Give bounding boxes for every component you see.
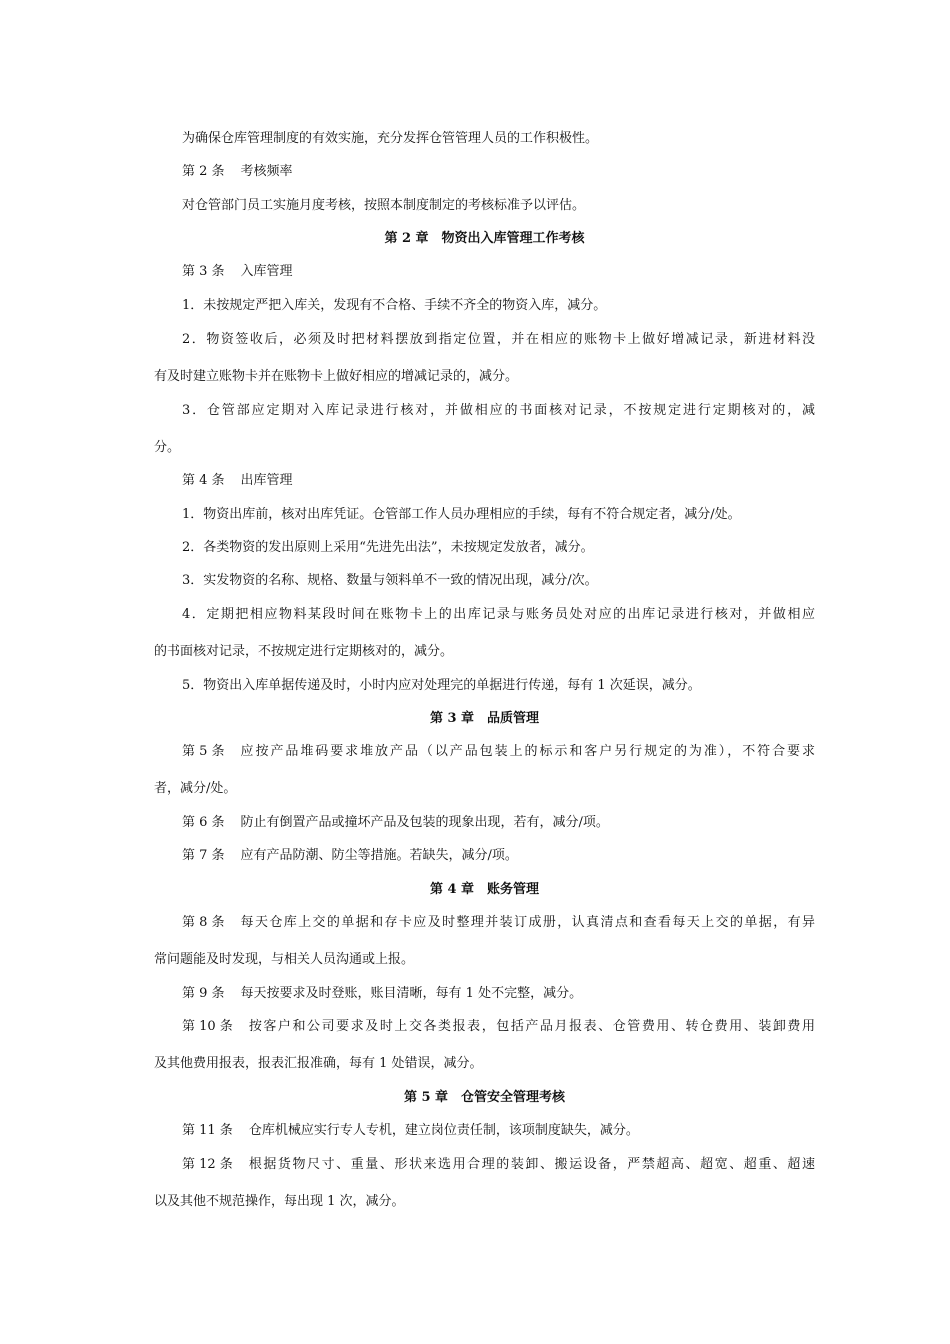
article-5-text: 应按产品堆码要求堆放产品（以产品包装上的标示和客户另行规定的为准），不符合要求 — [240, 744, 815, 759]
article-4-heading — [182, 473, 293, 489]
chapter-2-heading: 第 2 章 物资出入库管理工作考核 — [384, 231, 585, 246]
article-7-text: 应有产品防潮、防尘等措施。若缺失，减分/项。 — [240, 848, 518, 863]
article-4-item-5: 5．物资出入库单据传递及时，小时内应对处理完的单据进行传递，每有 1 次延误，减分。 — [182, 678, 701, 693]
article-3-title: 入库管理 — [240, 264, 293, 279]
article-12 — [182, 1157, 815, 1173]
article-5-cont: 者，减分/处。 — [154, 781, 237, 796]
article-11-label: 第 11 条 — [182, 1123, 233, 1138]
article-12-label: 第 12 条 — [182, 1157, 233, 1172]
article-8-cont: 常问题能及时发现，与相关人员沟通或上报。 — [154, 952, 415, 967]
article-12-text: 根据货物尺寸、重量、形状来选用合理的装卸、搬运设备，严禁超高、超宽、超重、超速 — [248, 1157, 815, 1172]
article-12-cont: 以及其他不规范操作，每出现 1 次，减分。 — [154, 1194, 405, 1209]
article-7-label: 第 7 条 — [182, 848, 225, 863]
chapter-3-heading: 第 3 章 品质管理 — [429, 711, 540, 726]
article-11-text: 仓库机械应实行专人专机，建立岗位责任制，该项制度缺失，减分。 — [248, 1123, 639, 1138]
article-4-item-2: 2．各类物资的发出原则上采用“先进先出法”，未按规定发放者，减分。 — [182, 540, 594, 555]
article-2-label: 第 2 条 — [182, 164, 225, 179]
article-11 — [182, 1123, 639, 1139]
article-6-text: 防止有倒置产品或撞坏产品及包装的现象出现，若有，减分/项。 — [240, 815, 609, 830]
article-4-item-3: 3．实发物资的名称、规格、数量与领料单不一致的情况出现，减分/次。 — [182, 573, 598, 588]
article-8-label: 第 8 条 — [182, 915, 225, 930]
article-5 — [182, 744, 815, 760]
article-9 — [182, 986, 582, 1002]
article-6-label: 第 6 条 — [182, 815, 225, 830]
chapter-5-heading: 第 5 章 仓管安全管理考核 — [403, 1090, 566, 1105]
article-9-text: 每天按要求及时登账，账目清晰，每有 1 处不完整，减分。 — [240, 986, 583, 1001]
article-3-heading — [182, 264, 293, 280]
article-3-item-3: 3．仓管部应定期对入库记录进行核对，并做相应的书面核对记录，不按规定进行定期核对的，减 — [182, 403, 815, 418]
article-10-text: 按客户和公司要求及时上交各类报表，包括产品月报表、仓管费用、转仓费用、装卸费用 — [248, 1019, 815, 1034]
article-4-label: 第 4 条 — [182, 473, 225, 488]
article-5-label: 第 5 条 — [182, 744, 225, 759]
article-3-item-2: 2．物资签收后，必须及时把材料摆放到指定位置，并在相应的账物卡上做好增减记录，新进材料没 — [182, 332, 815, 347]
article-4-item-4-cont: 的书面核对记录，不按规定进行定期核对的，减分。 — [154, 644, 454, 659]
article-2-text: 对仓管部门员工实施月度考核，按照本制度制定的考核标准予以评估。 — [182, 198, 586, 213]
article-2-heading — [182, 164, 293, 180]
article-8-text: 每天仓库上交的单据和存卡应及时整理并装订成册，认真清点和查看每天上交的单据，有异 — [240, 915, 815, 930]
article-4-title: 出库管理 — [240, 473, 293, 488]
article-10-cont: 及其他费用报表，报表汇报准确，每有 1 处错误，减分。 — [154, 1056, 483, 1071]
article-6 — [182, 815, 609, 831]
article-4-item-4: 4．定期把相应物料某段时间在账物卡上的出库记录与账务员处对应的出库记录进行核对，并做相应 — [182, 607, 815, 622]
article-7 — [182, 848, 518, 864]
article-3-item-3-cont: 分。 — [154, 440, 181, 455]
article-3-label: 第 3 条 — [182, 264, 225, 279]
article-3-item-2-cont: 有及时建立账物卡并在账物卡上做好相应的增减记录的，减分。 — [154, 369, 519, 384]
article-4-item-1: 1．物资出库前，核对出库凭证。仓管部工作人员办理相应的手续，每有不符合规定者，减分/处。 — [182, 507, 741, 522]
article-10-label: 第 10 条 — [182, 1019, 233, 1034]
article-9-label: 第 9 条 — [182, 986, 225, 1001]
intro-paragraph: 为确保仓库管理制度的有效实施，充分发挥仓管管理人员的工作积极性。 — [182, 131, 599, 146]
article-10 — [182, 1019, 815, 1035]
article-8 — [182, 915, 815, 931]
article-3-item-1: 1．未按规定严把入库关，发现有不合格、手续不齐全的物资入库，减分。 — [182, 298, 607, 313]
article-2-title: 考核频率 — [240, 164, 293, 179]
chapter-4-heading: 第 4 章 账务管理 — [429, 882, 540, 897]
